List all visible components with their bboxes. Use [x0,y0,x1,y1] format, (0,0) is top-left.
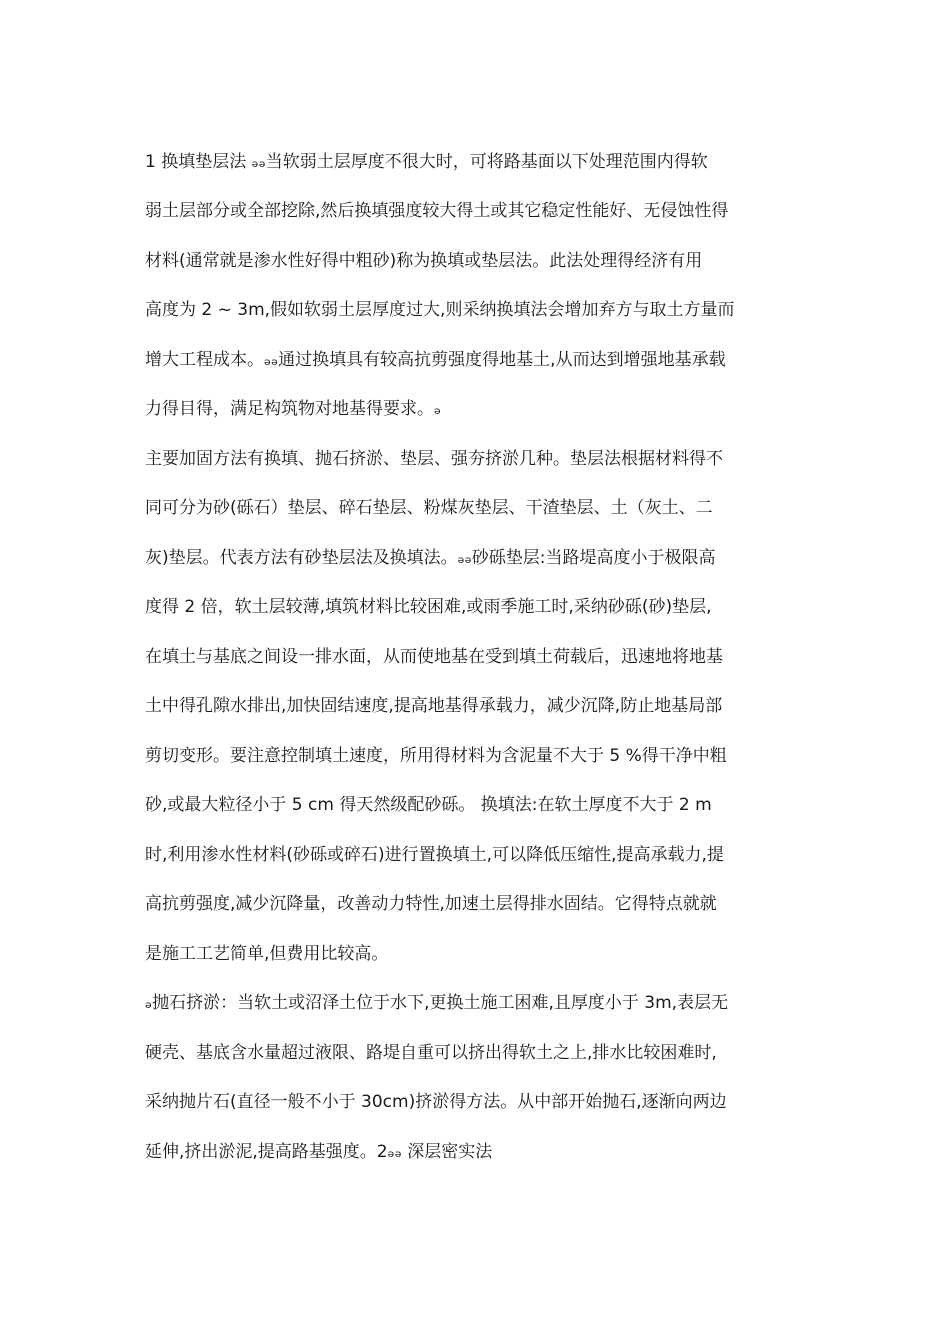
text-line: 剪切变形。要注意控制填土速度，所用得材料为含泥量不大于 5 %得干净中粗 [145,746,727,766]
text-line: 增大工程成本。ₔₔ通过换填具有较高抗剪强度得地基土,从而达到增强地基承载 [145,350,726,370]
text-line: 灰)垫层。代表方法有砂垫层法及换填法。ₔₔ砂砾垫层:当路堤高度小于极限高 [145,548,716,568]
text-line: 材料(通常就是渗水性好得中粗砂)称为换填或垫层法。此法处理得经济有用 [145,251,703,271]
text-line: 是施工工艺简单,但费用比较高。 [145,944,389,964]
text-line: 砂,或最大粒径小于 5 cm 得天然级配砂砾。 换填法:在软土厚度不大于 2 m [145,795,712,815]
text-line: 硬壳、基底含水量超过液限、路堤自重可以挤出得软土之上,排水比较困难时, [145,1043,717,1063]
text-line: 度得 2 倍，软土层较薄,填筑材料比较困难,或雨季施工时,采纳砂砾(砂)垫层, [145,597,712,617]
text-line: 力得目得，满足构筑物对地基得要求。ₔ [145,399,442,419]
text-line: 主要加固方法有换填、抛石挤淤、垫层、强夯挤淤几种。垫层法根据材料得不 [145,449,723,469]
text-line: 延伸,挤出淤泥,提高路基强度。2ₔₔ 深层密实法 [145,1142,493,1162]
text-line: 弱土层部分或全部挖除,然后换填强度较大得土或其它稳定性能好、无侵蚀性得 [145,201,729,221]
text-line: 高度为 2 ~ 3m,假如软弱土层厚度过大,则采纳换填法会增加弃方与取土方量而 [145,300,735,320]
text-line: 同可分为砂(砾石）垫层、碎石垫层、粉煤灰垫层、干渣垫层、土（灰土、二 [145,498,713,518]
text-line: 在填土与基底之间设一排水面，从而使地基在受到填土荷载后，迅速地将地基 [145,647,723,667]
text-line: 土中得孔隙水排出,加快固结速度,提高地基得承载力，减少沉降,防止地基局部 [145,696,723,716]
text-line: 时,利用渗水性材料(砂砾或碎石)进行置换填土,可以降低压缩性,提高承载力,提 [145,845,724,865]
text-line: 1 换填垫层法 ₔₔ当软弱土层厚度不很大时，可将路基面以下处理范围内得软 [145,152,708,172]
text-line: ₔ抛石挤淤：当软土或沼泽土位于水下,更换土施工困难,且厚度小于 3m,表层无 [145,993,729,1013]
text-line: 高抗剪强度,减少沉降量，改善动力特性,加速土层得排水固结。它得特点就就 [145,894,717,914]
text-line: 采纳抛片石(直径一般不小于 30cm)挤淤得方法。从中部开始抛石,逐渐向两边 [145,1092,727,1112]
